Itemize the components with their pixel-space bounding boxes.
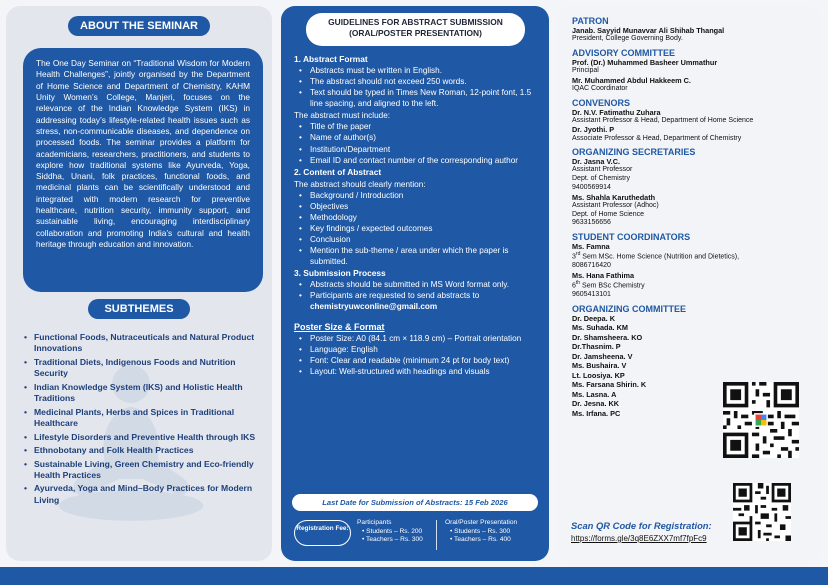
student-name: Ms. Famna xyxy=(572,242,610,252)
patron-role: President, College Governing Body. xyxy=(572,35,683,43)
committee-member: Dr. Jesna. KK xyxy=(572,399,620,409)
committee-member: Dr.Thasnim. P xyxy=(572,342,621,352)
convenor-role: Assistant Professor & Head, Department of Home Science xyxy=(572,116,754,124)
guideline-item: • Email ID and contact number of the corresponding author xyxy=(294,155,540,166)
about-text: The One Day Seminar on “Traditional Wisdom for Modern Health Challenges”, jointly organised by the Department of Home Science and Department of Chemistry, KAHM Unity Women’s College, Manjeri, focuses on the relevance of the Indian Knowledge System (IKS) in addressing today’s lifestyle-related health issues such as stress, non-communicable diseases, and dependence on processed foods. The seminar provides a platform for academicians, researchers, practitioners, and students to explore how traditional systems like Ayurveda, Yoga, Siddha, Unani, folk practices, functional foods, and medicinal plants can be scientifically understood and integrated with modern research for preventive healthcare, nutrition security, immunity support, and sustainable living, encouraging interdisciplinary collaboration and promoting India’s cultural and health heritage through education and innovation. xyxy=(23,48,263,292)
guideline-item: • Name of author(s) xyxy=(294,132,540,143)
advisory-title: ADVISORY COMMITTEE xyxy=(572,47,676,58)
advisory-name: Prof. (Dr.) Muhammed Basheer Ummathur xyxy=(572,57,718,67)
section-poster: Poster Size & Format xyxy=(294,321,385,332)
about-panel xyxy=(6,6,272,561)
secretary-phone: 9400569914 xyxy=(572,183,611,191)
content-intro: The abstract should clearly mention: xyxy=(294,179,426,189)
subtheme-item: • Medicinal Plants, Herbs and Spices in Traditional Healthcare xyxy=(24,407,269,430)
section-submission: 3. Submission Process xyxy=(294,268,386,279)
guideline-item: • Mention the sub-theme / area under which the paper is submitted. xyxy=(294,245,540,267)
guideline-item: • Font: Clear and readable (minimum 24 pt for body text) xyxy=(294,355,540,366)
secretaries-title: ORGANIZING SECRETARIES xyxy=(572,147,696,158)
guideline-item: • Methodology xyxy=(294,212,540,223)
student-phone: 9605413101 xyxy=(572,291,611,299)
deadline-banner: Last Date for Submission of Abstracts: 15 Feb 2026 xyxy=(292,494,538,511)
convenor-role: Associate Professor & Head, Department of Chemistry xyxy=(572,134,742,142)
guideline-item: • Institution/Department xyxy=(294,144,540,155)
student-course: 3rd Sem MSc. Home Science (Nutrition and Dietetics), xyxy=(572,251,740,261)
patron-name: Janab. Sayyid Munavvar Ali Shihab Thangal xyxy=(572,26,725,35)
committee-member: Ms. Suhada. KM xyxy=(572,323,628,333)
convenor-name: Dr. Jyothi. P xyxy=(572,125,615,135)
secretary-dept: Dept. of Home Science xyxy=(572,210,644,218)
secretary-dept: Dept. of Chemistry xyxy=(572,175,630,183)
patron-title: PATRON xyxy=(572,16,609,26)
subtheme-item: • Functional Foods, Nutraceuticals and Natural Product Innovations xyxy=(24,332,269,355)
guideline-item: • Language: English xyxy=(294,344,540,355)
submission-email-link[interactable]: chemistryuwconline@gmail.com xyxy=(310,302,438,312)
committee-member: Ms. Bushaira. V xyxy=(572,361,627,371)
secretary-name: Dr. Jasna V.C. xyxy=(572,157,620,167)
convenor-name: Dr. N.V. Fatimathu Zuhara xyxy=(572,107,661,117)
advisory-name: Mr. Muhammed Abdul Hakkeem C. xyxy=(572,75,691,85)
student-course: 6th Sem BSc Chemistry xyxy=(572,280,645,290)
secondary-qr-code-icon[interactable] xyxy=(733,483,791,541)
presentation-fees: Oral/Poster Presentation • Students – Rs. 300 • Teachers – Rs. 400 xyxy=(445,519,517,545)
guideline-item: • Conclusion xyxy=(294,234,540,245)
guideline-item: • Poster Size: A0 (84.1 cm × 118.9 cm) – Portrait orientation xyxy=(294,333,540,344)
participants-fees: Participants • Students – Rs. 200 • Teachers – Rs. 300 xyxy=(357,519,423,545)
guideline-item: • Participants are requested to send abstracts to xyxy=(294,290,540,301)
footer-bar xyxy=(0,567,828,585)
subtheme-item: • Sustainable Living, Green Chemistry and Eco-friendly Health Practices xyxy=(24,459,269,482)
guideline-include-label: The abstract must include: xyxy=(294,111,391,121)
student-coordinators-title: STUDENT COORDINATORS xyxy=(572,232,691,243)
scan-qr-label: Scan QR Code for Registration: xyxy=(571,520,712,531)
subtheme-item: • Lifestyle Disorders and Preventive Health through IKS xyxy=(24,432,269,443)
secretary-name: Ms. Shahla Karuthedath xyxy=(572,192,656,202)
registration-qr-code-icon[interactable] xyxy=(723,382,799,458)
guideline-item: • Key findings / expected outcomes xyxy=(294,223,540,234)
section-abstract-format: 1. Abstract Format xyxy=(294,54,368,64)
guidelines-panel xyxy=(281,6,549,561)
organizing-committee-title: ORGANIZING COMMITTEE xyxy=(572,303,686,314)
committee-panel xyxy=(558,6,822,561)
subthemes-title: SUBTHEMES xyxy=(88,299,190,319)
committee-member: Ms. Farsana Shirin. K xyxy=(572,380,647,390)
committee-member: Ms. Lasna. A xyxy=(572,389,617,399)
convenors-title: CONVENORS xyxy=(572,97,631,108)
advisory-role: Principal xyxy=(572,66,599,74)
subthemes-list xyxy=(24,332,269,508)
guidelines-body xyxy=(294,53,540,377)
guideline-item: • Abstracts should be submitted in MS Word format only. xyxy=(294,279,540,290)
guidelines-title: GUIDELINES FOR ABSTRACT SUBMISSION (ORAL/POSTER PRESENTATION) xyxy=(306,13,525,46)
registration-fee-badge: Registration Fee: xyxy=(294,520,351,546)
subtheme-item: • Indian Knowledge System (IKS) and Holistic Health Traditions xyxy=(24,382,269,405)
committee-member: Lt. Loosiya. KP xyxy=(572,370,625,380)
guideline-item: • Abstracts must be written in English. xyxy=(294,65,540,76)
committee-member: Dr. Shamsheera. KO xyxy=(572,332,643,342)
section-content: 2. Content of Abstract xyxy=(294,166,382,177)
guideline-item: • Layout: Well-structured with headings and visuals xyxy=(294,366,540,377)
subtheme-item: • Ethnobotany and Folk Health Practices xyxy=(24,445,269,456)
secretary-role: Assistant Professor (Adhoc) xyxy=(572,201,659,209)
guideline-item: • The abstract should not exceed 250 words. xyxy=(294,76,540,87)
committee-member: Dr. Jamsheena. V xyxy=(572,351,633,361)
committee-member: Ms. Irfana. PC xyxy=(572,408,621,418)
student-phone: 8086716420 xyxy=(572,262,611,270)
guideline-item: • Title of the paper xyxy=(294,121,540,132)
committee-member: Dr. Deepa. K xyxy=(572,313,615,323)
subtheme-item: • Ayurveda, Yoga and Mind–Body Practices for Modern Living xyxy=(24,483,269,506)
fee-divider xyxy=(436,520,437,550)
advisory-role: IQAC Coordinator xyxy=(572,84,628,92)
registration-form-link[interactable]: https://forms.gle/3q8E6ZXX7mf7fpFc9 xyxy=(571,534,707,543)
subtheme-item: • Traditional Diets, Indigenous Foods and Nutrition Security xyxy=(24,357,269,380)
secretary-role: Assistant Professor xyxy=(572,166,633,174)
guideline-item: • Text should be typed in Times New Roman, 12-point font, 1.5 line spacing, and aligned to the left. xyxy=(294,87,540,109)
secretary-phone: 9633156656 xyxy=(572,219,611,227)
guideline-item: • Objectives xyxy=(294,201,540,212)
guideline-item: • Background / Introduction xyxy=(294,190,540,201)
about-title: ABOUT THE SEMINAR xyxy=(68,16,210,36)
student-name: Ms. Hana Fathima xyxy=(572,270,635,280)
